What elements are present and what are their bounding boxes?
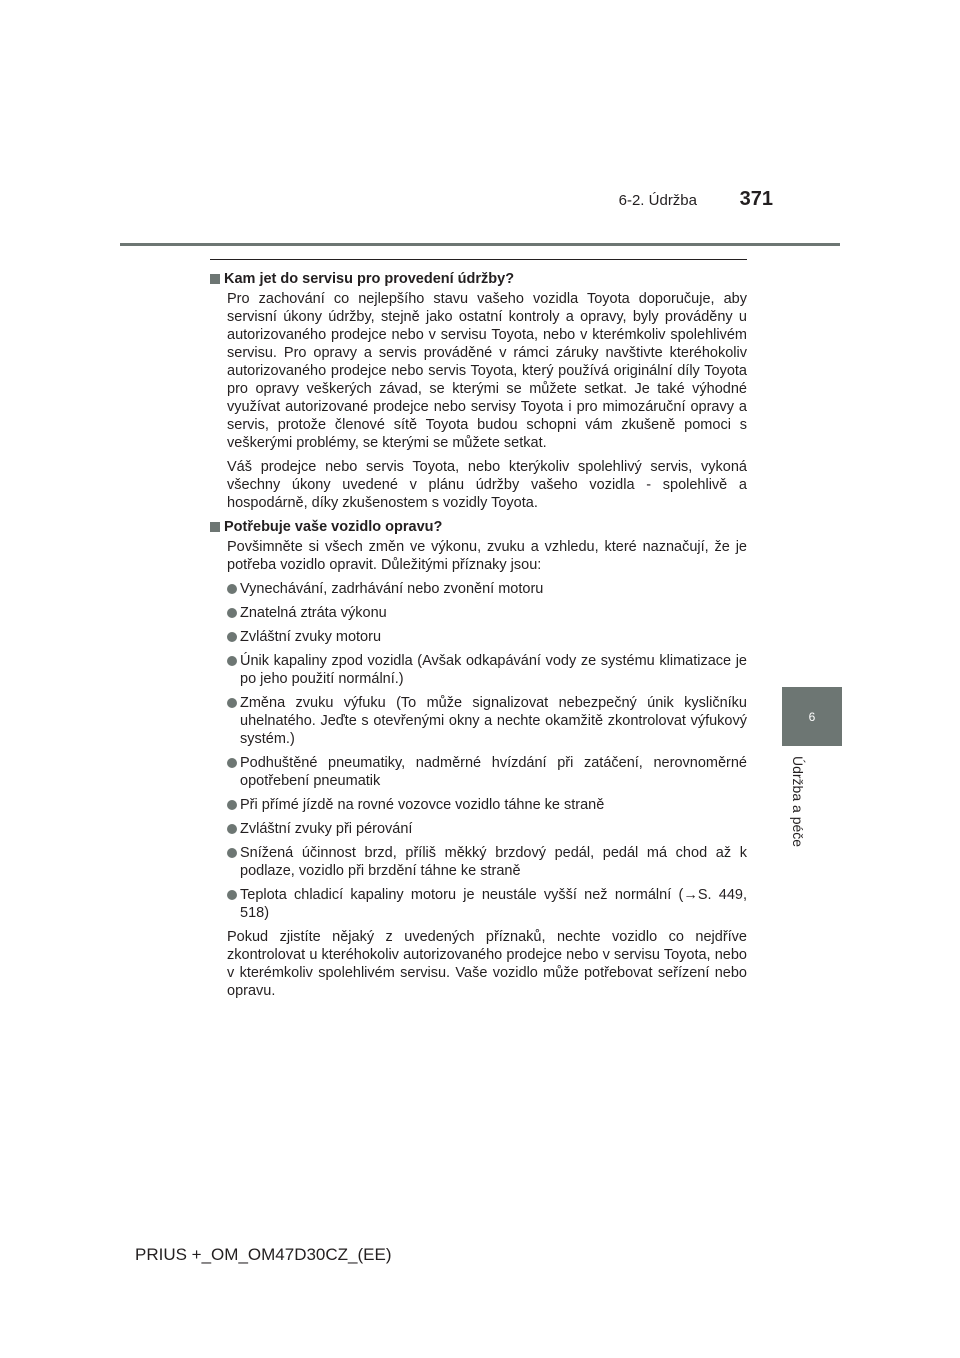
list-item — [227, 844, 747, 880]
list-item — [227, 820, 747, 838]
list-item — [227, 580, 747, 598]
list-item — [227, 694, 747, 748]
heading-text: Potřebuje vaše vozidlo opravu? — [224, 519, 443, 535]
chapter-label: Údržba a péče — [790, 756, 806, 848]
paragraph: Pro zachování co nejlepšího stavu vašeho vozidla Toyota doporučuje, aby servisní úkony údržby, stejně jako ostatní kontroly a opravy, byly prováděny u autorizovaného prodejce nebo v servisu Toyota, nebo v kterémkoliv spolehlivém servisu. Pro opravy a servis prováděné v rámci záruky navštivte kteréhokoliv autorizovaného prodejce nebo servis Toyota, který používá originální díly Toyota pro opravy veškerých závad, se kterými se můžete setkat. Je také výhodné využívat autorizované prodejce nebo servisy Toyota i pro mimozáruční opravy a servis, protože členové sítě Toyota budou schopni vám zkušeně pomoci s veškerými problémy, se kterými se můžete setkat. — [227, 291, 747, 451]
list-item — [227, 628, 747, 646]
section-title: 6-2. Údržba — [618, 192, 697, 209]
list-item-text: Vynechávání, zadrhávání nebo zvonění motoru — [240, 581, 544, 597]
list-item-text: Zvláštní zvuky motoru — [240, 629, 382, 645]
circle-bullet-icon — [227, 890, 237, 900]
circle-bullet-icon — [227, 584, 237, 594]
list-item — [227, 754, 747, 790]
circle-bullet-icon — [227, 608, 237, 618]
list-item — [227, 796, 747, 814]
circle-bullet-icon — [227, 632, 237, 642]
paragraph: Váš prodejce nebo servis Toyota, nebo kterýkoliv spolehlivý servis, vykoná všechny úkony uvedené v plánu údržby vašeho vozidla - spolehlivě a hospodárně, díky zkušenostem s vozidly Toyota. — [227, 459, 747, 511]
circle-bullet-icon — [227, 824, 237, 834]
circle-bullet-icon — [227, 848, 237, 858]
list-item — [227, 886, 747, 922]
square-bullet-icon — [210, 522, 220, 532]
header-rule — [120, 243, 840, 246]
heading-text: Kam jet do servisu pro provedení údržby? — [224, 271, 515, 287]
list-item-text: Podhuštěné pneumatiky, nadměrné hvízdání při zatáčení, nerovnoměrné opotřebení pneumatik — [240, 755, 747, 789]
circle-bullet-icon — [227, 698, 237, 708]
list-item-text: Únik kapaliny zpod vozidla (Avšak odkapávání vody ze systému klimatizace je po jeho použití normální.) — [240, 653, 747, 687]
section-heading — [210, 518, 747, 536]
section-heading — [210, 270, 747, 288]
list-item-text: Při přímé jízdě na rovné vozovce vozidlo táhne ke straně — [240, 797, 605, 813]
chapter-tab — [782, 687, 842, 746]
circle-bullet-icon — [227, 800, 237, 810]
document-code: PRIUS +_OM_OM47D30CZ_(EE) — [135, 1245, 392, 1264]
list-item-text: Znatelná ztráta výkonu — [240, 605, 387, 621]
circle-bullet-icon — [227, 656, 237, 666]
chapter-number: 6 — [808, 709, 816, 724]
list-item — [227, 604, 747, 622]
list-item-text: Zvláštní zvuky při pérování — [240, 821, 413, 837]
main-content — [210, 259, 747, 1006]
paragraph: Pokud zjistíte nějaký z uvedených příznaků, nechte vozidlo co nejdříve zkontrolovat u kteréhokoliv autorizovaného prodejce nebo v servisu Toyota, nebo v kterémkoliv spolehlivém servisu. Vaše vozidlo může potřebovat seřízení nebo opravu. — [227, 929, 747, 999]
paragraph: Povšimněte si všech změn ve výkonu, zvuku a vzhledu, které naznačují, že je potřeba vozidlo opravit. Důležitými příznaky jsou: — [227, 539, 747, 573]
list-item — [227, 652, 747, 688]
list-item-text: Teplota chladicí kapaliny motoru je neustále vyšší než normální (→S. 449, 518) — [240, 887, 747, 921]
list-item-text: Změna zvuku výfuku (To může signalizovat nebezpečný únik kysličníku uhelnatého. Jeďte s otevřenými okny a nechte okamžitě zkontrolovat výfukový systém.) — [240, 695, 747, 747]
list-item-text: Snížená účinnost brzd, příliš měkký brzdový pedál, pedál má chod až k podlaze, vozidlo při brzdění táhne ke straně — [240, 845, 747, 879]
square-bullet-icon — [210, 274, 220, 284]
page-number: 371 — [739, 188, 773, 210]
circle-bullet-icon — [227, 758, 237, 768]
